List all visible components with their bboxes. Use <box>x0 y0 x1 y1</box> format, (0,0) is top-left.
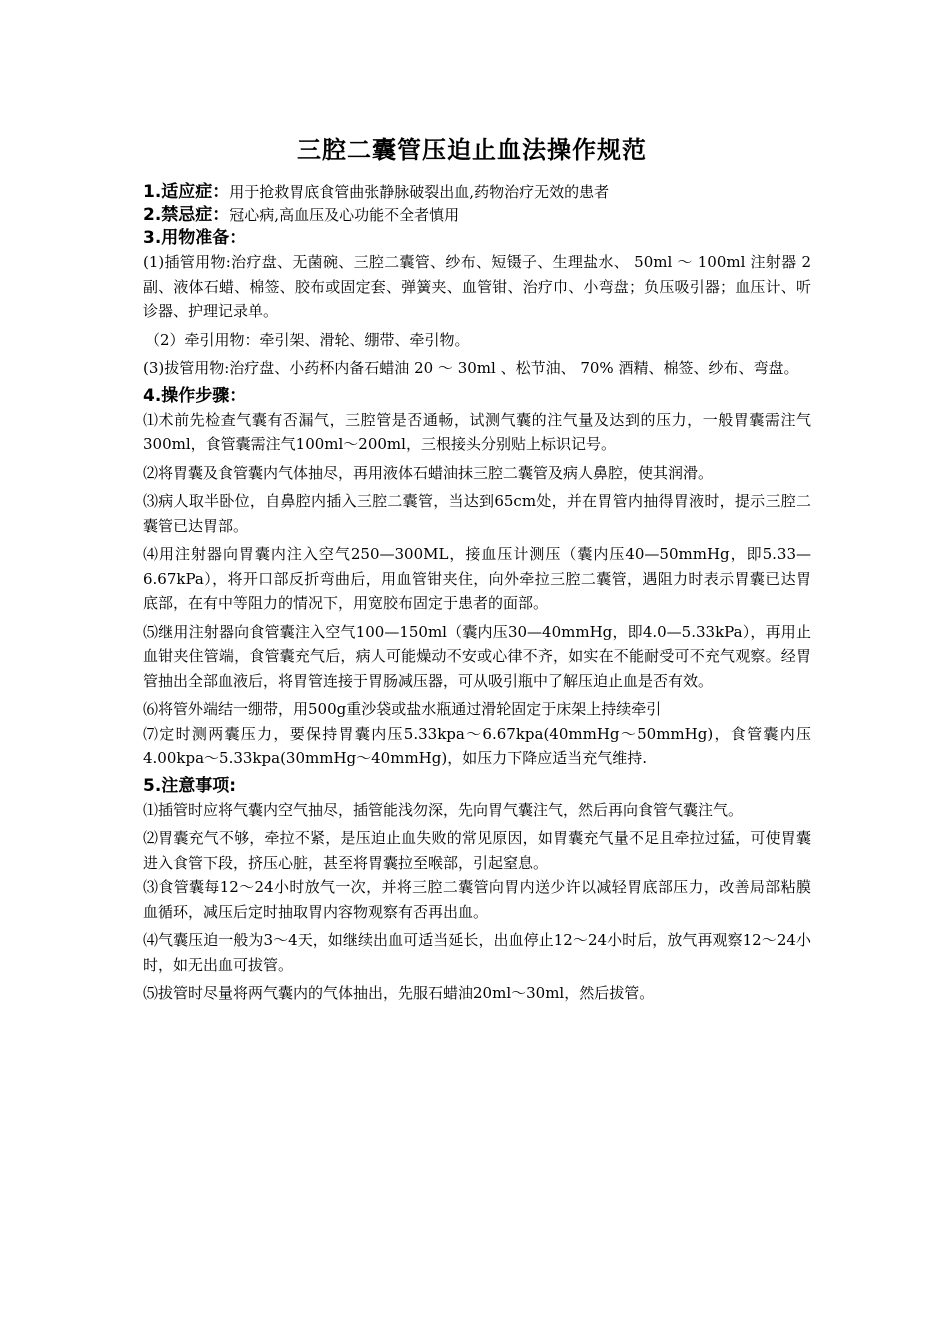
preparation-item: （2）牵引用物：牵引架、滑轮、绷带、牵引物。 <box>145 330 470 349</box>
step-item: ⑸继用注射器向食管囊注入空气100—150ml（囊内压30—40mmHg，即4.0—5.33kPa），再用止血钳夹住管端，食管囊充气后，病人可能燥动不安或心律不齐，如实在不能耐受可不充气观察。经胃管抽出全部血液后，将胃管连接于胃肠减压器，可从吸引瓶中了解压迫止血是否有效。 <box>143 622 811 690</box>
step-item: ⑺定时测两囊压力，要保持胃囊内压5.33kpa～6.67kpa(40mmHg～50mmHg)，食管囊内压4.00kpa～5.33kpa(30mmHg～40mmHg)，如压力下降应适当充气维持. <box>143 724 811 767</box>
precaution-item: ⑶食管囊每12～24小时放气一次，并将三腔二囊管向胃内送少许以减轻胃底部压力，改善局部粘膜血循环，减压后定时抽取胃内容物观察有否再出血。 <box>143 878 811 921</box>
contraindication-text: 冠心病,高血压及心功能不全者慎用 <box>229 206 460 224</box>
precaution-item: ⑸拔管时尽量将两气囊内的气体抽出，先服石蜡油20ml～30ml，然后拔管。 <box>143 984 655 1002</box>
precaution-item: ⑵胃囊充气不够，牵拉不紧，是压迫止血失败的常见原因，如胃囊充气量不足且牵拉过猛，可使胃囊进入食管下段，挤压心脏，甚至将胃囊拉至喉部，引起窒息。 <box>143 829 811 872</box>
indication-label: 1.适应症： <box>143 182 230 202</box>
step-item: ⑹将管外端结一绷带，用500g重沙袋或盐水瓶通过滑轮固定于床架上持续牵引 <box>143 700 662 718</box>
document-page <box>143 130 811 1010</box>
document-title: 三腔二囊管压迫止血法操作规范 <box>297 136 647 164</box>
indication-text: 用于抢救胃底食管曲张静脉破裂出血,药物治疗无效的患者 <box>229 183 610 201</box>
precaution-item: ⑷气囊压迫一般为3～4天，如继续出血可适当延长，出血停止12～24小时后，放气再观察12～24小时，如无出血可拔管。 <box>143 931 811 974</box>
precaution-item: ⑴插管时应将气囊内空气抽尽，插管能浅勿深，先向胃气囊注气，然后再向食管气囊注气。 <box>143 800 744 819</box>
preparation-item: (1)插管用物:治疗盘、无菌碗、三腔二囊管、纱布、短镊子、生理盐水、 50ml ～ 100ml 注射器 2 副、液体石蜡、棉签、胶布或固定套、弹簧夹、血管钳、治疗巾、小弯盘；负压吸引器；血压计、听诊器、护理记录单。 <box>143 253 811 320</box>
step-item: ⑷用注射器向胃囊内注入空气250—300ML，接血压计测压（囊内压40—50mmHg，即5.33—6.67kPa），将开口部反折弯曲后，用血管钳夹住，向外牵拉三腔二囊管，遇阻力时表示胃囊已达胃底部，在有中等阻力的情况下，用宽胶布固定于患者的面部。 <box>143 545 811 612</box>
step-item: ⑵将胃囊及食管囊内气体抽尽，再用液体石蜡油抹三腔二囊管及病人鼻腔，使其润滑。 <box>143 463 714 482</box>
step-item: ⑴术前先检查气囊有否漏气，三腔管是否通畅，试测气囊的注气量及达到的压力，一般胃囊需注气300ml，食管囊需注气100ml～200ml，三根接头分别贴上标识记号。 <box>143 410 811 453</box>
contraindication-label: 2.禁忌症： <box>143 205 230 225</box>
preparation-heading: 3.用物准备： <box>143 228 247 248</box>
step-item: ⑶病人取半卧位，自鼻腔内插入三腔二囊管，当达到65cm处，并在胃管内抽得胃液时，提示三腔二囊管已达胃部。 <box>143 492 811 535</box>
preparation-item: (3)拔管用物:治疗盘、小药杯内备石蜡油 20 ～ 30ml 、松节油、 70% 酒精、棉签、纱布、弯盘。 <box>143 359 799 377</box>
steps-heading: 4.操作步骤： <box>143 385 247 406</box>
precautions-heading: 5.注意事项: <box>143 775 237 796</box>
indication-line <box>143 181 811 204</box>
contraindication-line <box>143 204 811 227</box>
